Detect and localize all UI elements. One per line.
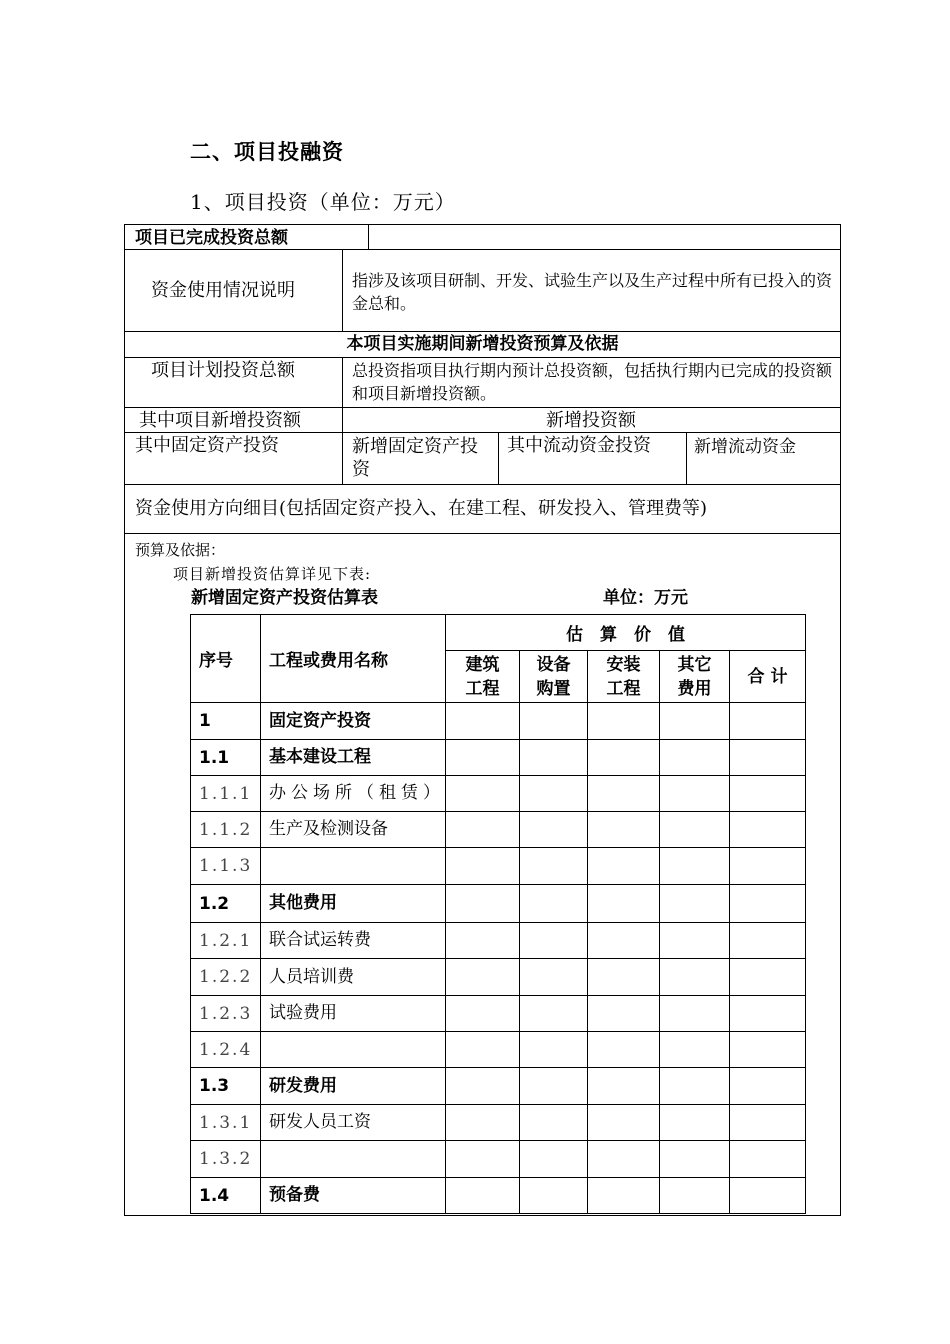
value-cell[interactable]	[520, 959, 588, 996]
row-name: 研发费用	[261, 1068, 446, 1105]
table-row	[191, 923, 806, 959]
value-cell[interactable]	[446, 885, 520, 923]
row-name: 基本建设工程	[261, 740, 446, 776]
value-cell[interactable]	[588, 848, 660, 885]
row-name: 办公场所（租赁）	[261, 776, 446, 812]
row-seq: 1	[191, 703, 261, 740]
basis-note: 项目新增投资估算详见下表:	[173, 565, 372, 583]
table-row	[191, 885, 806, 923]
col-name-header: 工程或费用名称	[261, 615, 446, 703]
value-cell[interactable]	[520, 776, 588, 812]
table-row	[191, 848, 806, 885]
value-cell[interactable]	[730, 996, 806, 1032]
value-cell[interactable]	[446, 1032, 520, 1068]
value-cell[interactable]	[660, 959, 730, 996]
row-name: 研发人员工资	[261, 1105, 446, 1141]
value-cell[interactable]	[520, 1068, 588, 1105]
sub-col-header: 建筑 工程	[446, 651, 520, 703]
row-seq: 1.1.2	[191, 812, 261, 848]
value-cell[interactable]	[730, 740, 806, 776]
current-value: 新增流动资金	[694, 437, 796, 457]
value-cell[interactable]	[660, 923, 730, 959]
row-seq: 1.1.3	[191, 848, 261, 885]
row-name: 试验费用	[261, 996, 446, 1032]
table-row	[191, 1068, 806, 1105]
row-name	[261, 1141, 446, 1178]
table-row	[191, 996, 806, 1032]
value-cell[interactable]	[520, 1178, 588, 1214]
value-cell[interactable]	[588, 996, 660, 1032]
value-cell[interactable]	[520, 1141, 588, 1178]
value-cell[interactable]	[588, 959, 660, 996]
value-cell[interactable]	[446, 703, 520, 740]
basis-label: 预算及依据：	[135, 541, 226, 559]
value-cell[interactable]	[730, 1178, 806, 1214]
row-name: 联合试运转费	[261, 923, 446, 959]
value-cell[interactable]	[660, 812, 730, 848]
budget-header: 本项目实施期间新增投资预算及依据	[346, 334, 619, 354]
value-cell[interactable]	[520, 740, 588, 776]
row-name	[261, 1032, 446, 1068]
value-cell[interactable]	[730, 1141, 806, 1178]
value-cell[interactable]	[730, 959, 806, 996]
row-name	[261, 848, 446, 885]
value-cell[interactable]	[660, 776, 730, 812]
sub-col-header: 安装 工程	[588, 651, 660, 703]
value-cell[interactable]	[730, 776, 806, 812]
value-cell[interactable]	[446, 848, 520, 885]
value-cell[interactable]	[730, 923, 806, 959]
row-seq: 1.3.2	[191, 1141, 261, 1178]
row-name: 生产及检测设备	[261, 812, 446, 848]
value-cell[interactable]	[588, 885, 660, 923]
table-row	[191, 959, 806, 996]
value-cell[interactable]	[660, 996, 730, 1032]
value-cell[interactable]	[588, 1178, 660, 1214]
value-cell[interactable]	[660, 1068, 730, 1105]
plan-total-text: 总投资指项目执行期内预计总投资额，包括执行期内已完成的投资额和项目新增投资额。	[352, 361, 833, 403]
table-row	[191, 776, 806, 812]
value-cell[interactable]	[520, 848, 588, 885]
value-cell[interactable]	[660, 1032, 730, 1068]
row-seq: 1.2	[191, 885, 261, 923]
subsection-title: 1、项目投资（单位：万元）	[190, 190, 456, 214]
row-seq: 1.1.1	[191, 776, 261, 812]
fixed-label: 其中固定资产投资	[135, 435, 279, 456]
value-cell[interactable]	[446, 740, 520, 776]
row-name: 其他费用	[261, 885, 446, 923]
row-seq: 1.2.2	[191, 959, 261, 996]
value-cell[interactable]	[446, 996, 520, 1032]
value-cell[interactable]	[520, 1032, 588, 1068]
value-cell[interactable]	[730, 1068, 806, 1105]
value-cell[interactable]	[588, 1068, 660, 1105]
usage-label: 资金使用情况说明	[151, 280, 295, 301]
value-cell[interactable]	[588, 923, 660, 959]
value-cell[interactable]	[446, 1178, 520, 1214]
table-row	[191, 1032, 806, 1068]
new-invest-label: 其中项目新增投资额	[139, 410, 301, 431]
value-cell[interactable]	[588, 740, 660, 776]
sub-col-header: 合 计	[730, 651, 806, 703]
value-cell[interactable]	[730, 703, 806, 740]
value-cell[interactable]	[446, 812, 520, 848]
estimate-table	[190, 614, 806, 1214]
table-title: 新增固定资产投资估算表	[191, 588, 378, 608]
value-cell[interactable]	[660, 1178, 730, 1214]
value-cell[interactable]	[520, 885, 588, 923]
col-group-header: 估 算 价 值	[446, 615, 806, 651]
row-seq: 1.3.1	[191, 1105, 261, 1141]
value-cell[interactable]	[588, 1105, 660, 1141]
value-cell[interactable]	[730, 1032, 806, 1068]
value-cell[interactable]	[660, 740, 730, 776]
value-cell[interactable]	[520, 703, 588, 740]
value-cell[interactable]	[520, 1105, 588, 1141]
col-seq-header: 序号	[191, 615, 261, 703]
table-row	[191, 812, 806, 848]
value-cell[interactable]	[730, 812, 806, 848]
value-cell[interactable]	[446, 1068, 520, 1105]
row-seq: 1.2.1	[191, 923, 261, 959]
value-cell[interactable]	[446, 959, 520, 996]
row-seq: 1.3	[191, 1068, 261, 1105]
row-name: 固定资产投资	[261, 703, 446, 740]
table-row	[191, 1178, 806, 1214]
row-seq: 1.1	[191, 740, 261, 776]
value-cell[interactable]	[588, 703, 660, 740]
value-cell[interactable]	[588, 812, 660, 848]
value-cell[interactable]	[660, 885, 730, 923]
plan-total-label: 项目计划投资总额	[151, 360, 295, 381]
row-name: 预备费	[261, 1178, 446, 1214]
sub-col-header: 设备 购置	[520, 651, 588, 703]
section-title: 二、项目投融资	[190, 139, 344, 164]
value-cell[interactable]	[660, 1105, 730, 1141]
value-cell[interactable]	[730, 885, 806, 923]
sub-col-header: 其它 费用	[660, 651, 730, 703]
row-seq: 1.2.3	[191, 996, 261, 1032]
fixed-value: 新增固定资产投资	[352, 436, 478, 480]
value-cell[interactable]	[588, 1032, 660, 1068]
direction-text: 资金使用方向细目(包括固定资产投入、在建工程、研发投入、管理费等)	[135, 498, 708, 519]
value-cell[interactable]	[730, 1105, 806, 1141]
value-cell[interactable]	[660, 848, 730, 885]
current-label: 其中流动资金投资	[507, 435, 651, 456]
table-unit: 单位：万元	[603, 588, 688, 608]
value-cell[interactable]	[660, 703, 730, 740]
value-cell[interactable]	[520, 923, 588, 959]
value-cell[interactable]	[588, 776, 660, 812]
value-cell[interactable]	[446, 1105, 520, 1141]
value-cell[interactable]	[446, 776, 520, 812]
value-cell[interactable]	[730, 848, 806, 885]
row-seq: 1.2.4	[191, 1032, 261, 1068]
table-row	[191, 1141, 806, 1178]
row-name: 人员培训费	[261, 959, 446, 996]
value-cell[interactable]	[446, 923, 520, 959]
table-row	[191, 740, 806, 776]
table-row	[191, 1105, 806, 1141]
row-seq: 1.4	[191, 1178, 261, 1214]
completed-total-label: 项目已完成投资总额	[135, 228, 288, 248]
value-cell[interactable]	[520, 996, 588, 1032]
usage-text: 指涉及该项目研制、开发、试验生产以及生产过程中所有已投入的资金总和。	[352, 271, 833, 313]
value-cell[interactable]	[588, 1141, 660, 1178]
value-cell[interactable]	[446, 1141, 520, 1178]
table-row	[191, 703, 806, 740]
value-cell[interactable]	[520, 812, 588, 848]
new-invest-value: 新增投资额	[546, 410, 636, 431]
value-cell[interactable]	[660, 1141, 730, 1178]
